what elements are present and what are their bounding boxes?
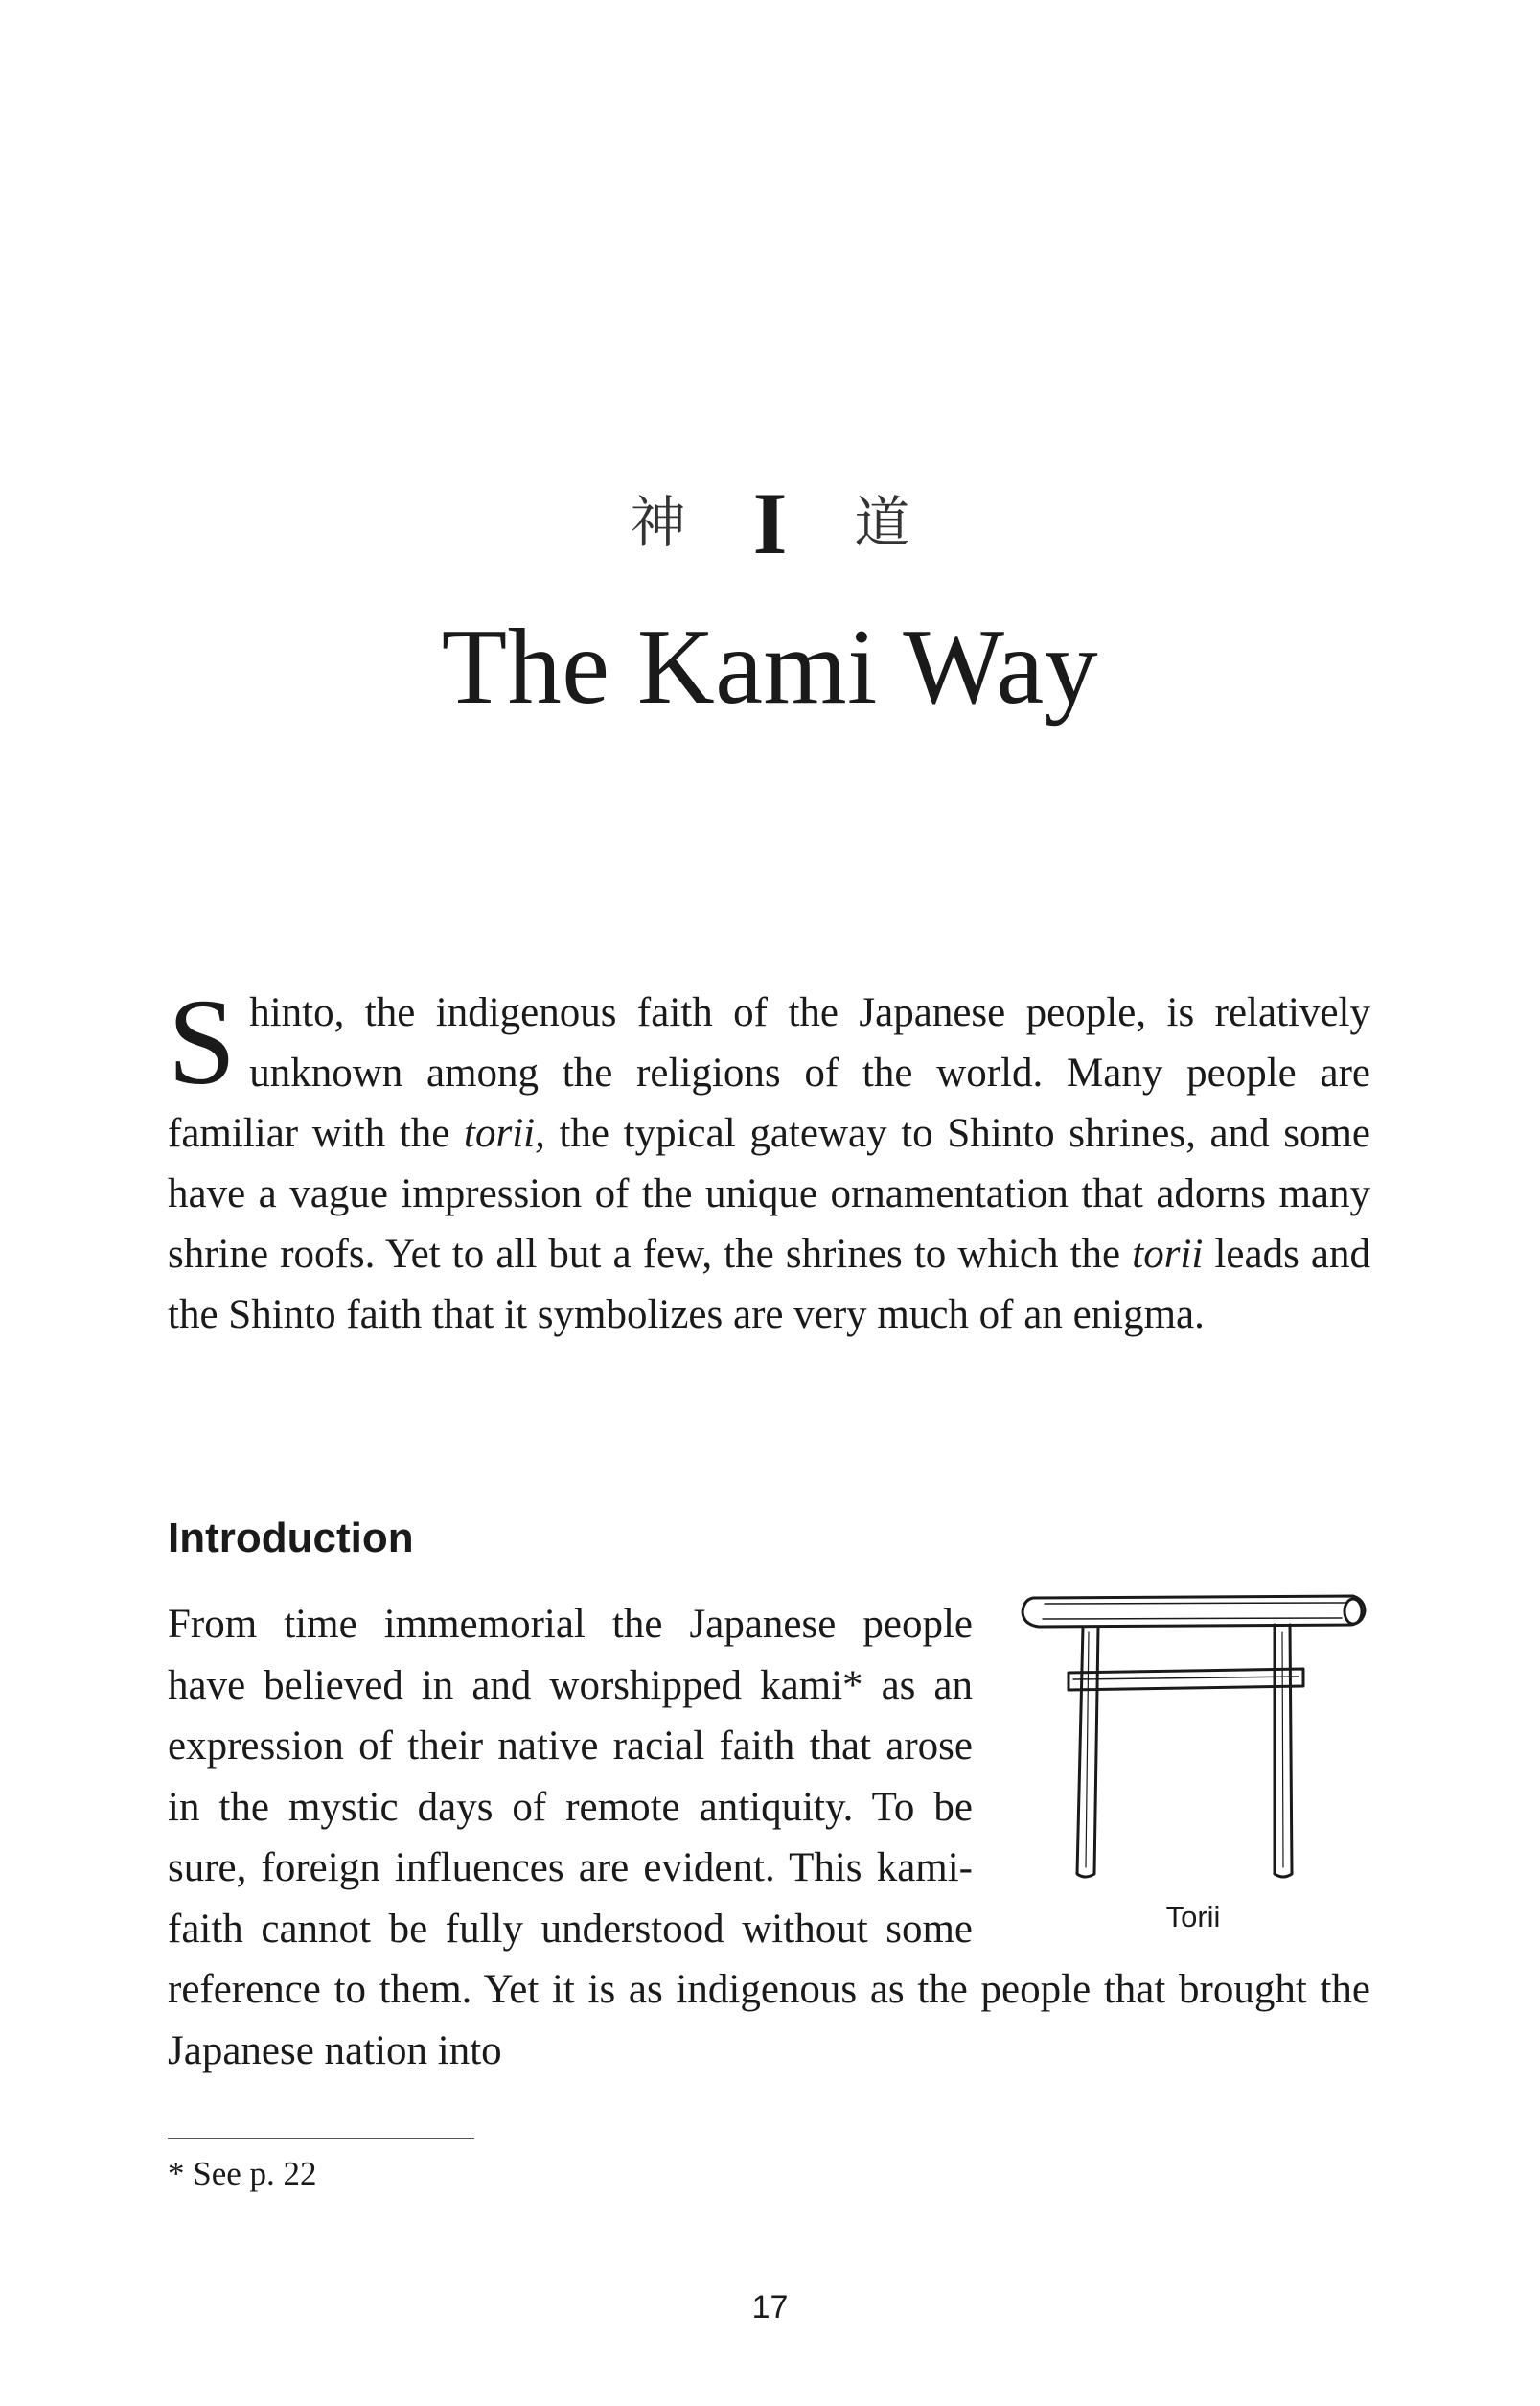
chapter-heading	[0, 474, 1540, 729]
opening-italic-torii-1: torii,	[464, 1111, 545, 1156]
introduction-paragraph	[168, 1594, 1370, 2081]
kanji-kami: 神	[630, 492, 686, 555]
section-heading-introduction: Introduction	[168, 1515, 414, 1562]
opening-italic-torii-2: torii	[1132, 1232, 1204, 1277]
opening-text-1: hinto, the indigenous faith of the Japanese people, is relatively unknown among the religions of the world. Many people are familiar with the	[168, 990, 1370, 1156]
opening-text-2: the typical gateway to Shinto shrines, and some have a vague impression of the unique ornamentation that adorns many shrine roofs. Yet to all but a few, the shrines to which the	[168, 1111, 1370, 1277]
figure-caption: Torii	[1165, 1900, 1221, 1933]
kanji-michi: 道	[854, 492, 910, 555]
drop-cap: S	[168, 974, 237, 1110]
footnote: * See p. 22	[168, 2155, 317, 2192]
chapter-title: The Kami Way	[441, 608, 1099, 728]
chapter-marker	[0, 474, 1540, 573]
torii-figure	[1016, 1594, 1370, 1954]
page-number: 17	[751, 2289, 789, 2325]
footnote-divider	[168, 2138, 474, 2139]
torii-gate-icon	[1016, 1594, 1370, 1891]
introduction-text: From time immemorial the Japanese people have believed in and worshipped kami* as an expression of their native racial faith that arose in the mystic days of remote antiquity. To be sure, foreign influences are evident. This kami-faith cannot be fully understood without some reference to them. Yet it is as indigenous as the people that brought the Japanese nation into	[168, 1602, 1370, 2073]
chapter-number: I	[752, 474, 788, 573]
opening-text-3: leads and the Shinto faith that it symbolizes are very much of an enigma.	[168, 1232, 1371, 1337]
opening-paragraph	[168, 974, 1371, 1345]
